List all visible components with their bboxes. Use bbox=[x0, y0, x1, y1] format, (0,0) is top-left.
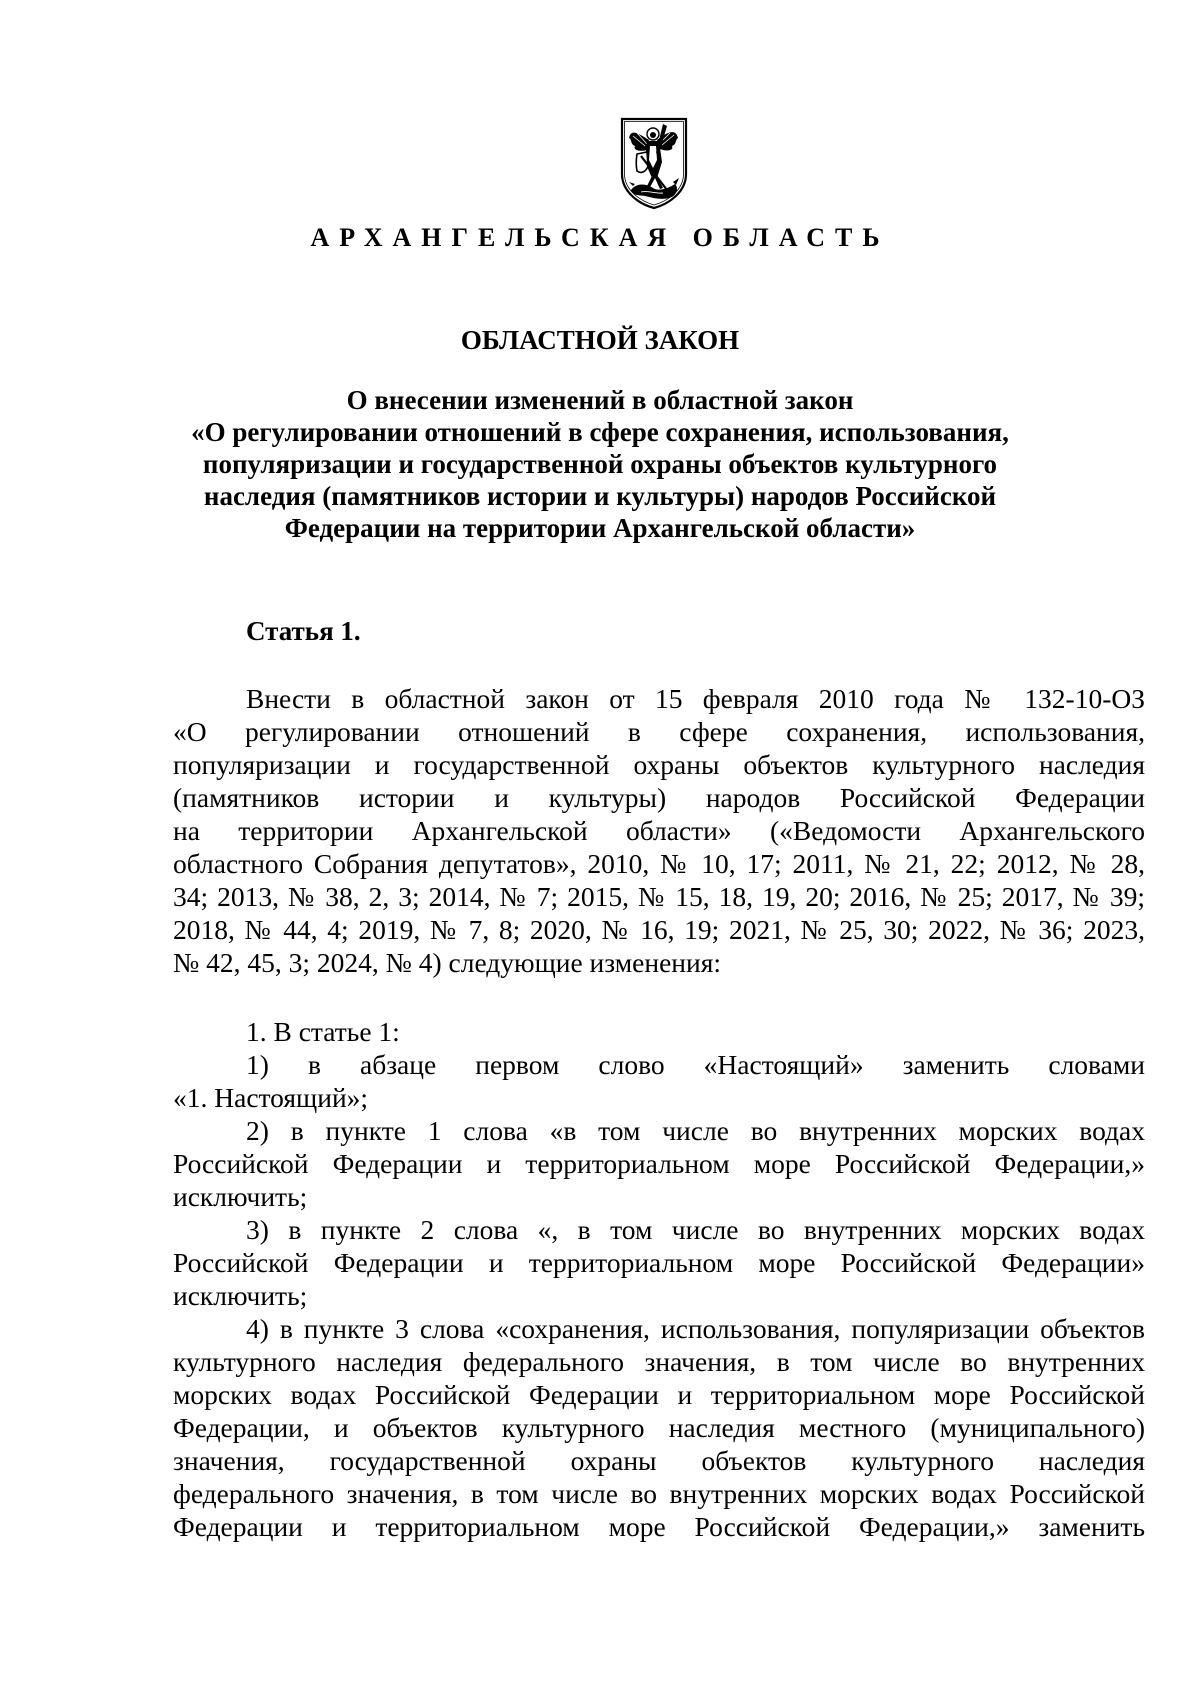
body-line: исключить; bbox=[173, 1181, 308, 1212]
body-line: федерального значения, в том числе во внутренних морских водах Российской bbox=[173, 1478, 1145, 1509]
law-type-heading: ОБЛАСТНОЙ ЗАКОН bbox=[460, 325, 740, 355]
body-line: «1. Настоящий»; bbox=[173, 1082, 369, 1113]
body-line: областного Собрания депутатов», 2010, № 10, 17; 2011, № 21, 22; 2012, № 28, bbox=[173, 848, 1145, 879]
body-line: 34; 2013, № 38, 2, 3; 2014, № 7; 2015, № 15, 18, 19, 20; 2016, № 25; 2017, № 39; bbox=[173, 881, 1145, 912]
body-line: Федерации, и объектов культурного наследия местного (муниципального) bbox=[173, 1412, 1145, 1443]
body-line: на территории Архангельской области» («Ведомости Архангельского bbox=[173, 815, 1145, 846]
body-line: 3) в пункте 2 слова «, в том числе во внутренних морских водах bbox=[246, 1214, 1145, 1245]
body-line: Федерации и территориальном море Российской Федерации,» заменить bbox=[173, 1511, 1145, 1542]
law-title-line: наследия (памятников истории и культуры) народов Российской bbox=[203, 481, 997, 511]
body-line: морских водах Российской Федерации и территориальном море Российской bbox=[173, 1379, 1145, 1410]
body-line: 4) в пункте 3 слова «сохранения, использования, популяризации объектов bbox=[246, 1313, 1145, 1344]
body-line: № 42, 45, 3; 2024, № 4) следующие изменения: bbox=[173, 947, 721, 978]
article-heading: Статья 1. bbox=[246, 616, 361, 646]
body-line: значения, государственной охраны объектов культурного наследия bbox=[173, 1445, 1145, 1476]
body-line: Российской Федерации и территориальном море Российской Федерации» bbox=[173, 1247, 1145, 1278]
body-line: популяризации и государственной охраны объектов культурного наследия bbox=[173, 749, 1145, 780]
region-name: АРХАНГЕЛЬСКАЯ ОБЛАСТЬ bbox=[310, 223, 890, 252]
body-line: 1) в абзаце первом слово «Настоящий» заменить словами bbox=[246, 1049, 1145, 1080]
law-title bbox=[150, 384, 1050, 544]
body-line: 2) в пункте 1 слова «в том числе во внутренних морских водах bbox=[246, 1115, 1145, 1146]
body-line: исключить; bbox=[173, 1280, 308, 1311]
law-title-line: популяризации и государственной охраны объектов культурного bbox=[202, 449, 998, 479]
body-line: 2018, № 44, 4; 2019, № 7, 8; 2020, № 16, 19; 2021, № 25, 30; 2022, № 36; 2023, bbox=[173, 914, 1145, 945]
body-line: Российской Федерации и территориальном море Российской Федерации,» bbox=[173, 1148, 1145, 1179]
body-line: Внести в областной закон от 15 февраля 2010 года № 132-10-ОЗ bbox=[246, 683, 1145, 714]
coat-of-arms-icon bbox=[619, 116, 689, 210]
law-title-line: О внесении изменений в областной закон bbox=[346, 385, 854, 415]
body-line: культурного наследия федерального значения, в том числе во внутренних bbox=[173, 1346, 1145, 1377]
body-line: (памятников истории и культуры) народов Российской Федерации bbox=[173, 782, 1145, 813]
law-title-line: «О регулировании отношений в сфере сохранения, использования, bbox=[191, 417, 1009, 447]
body-line: «О регулировании отношений в сфере сохранения, использования, bbox=[173, 716, 1145, 747]
law-title-line: Федерации на территории Архангельской области» bbox=[284, 513, 916, 543]
item-heading: 1. В статье 1: bbox=[246, 1016, 400, 1047]
